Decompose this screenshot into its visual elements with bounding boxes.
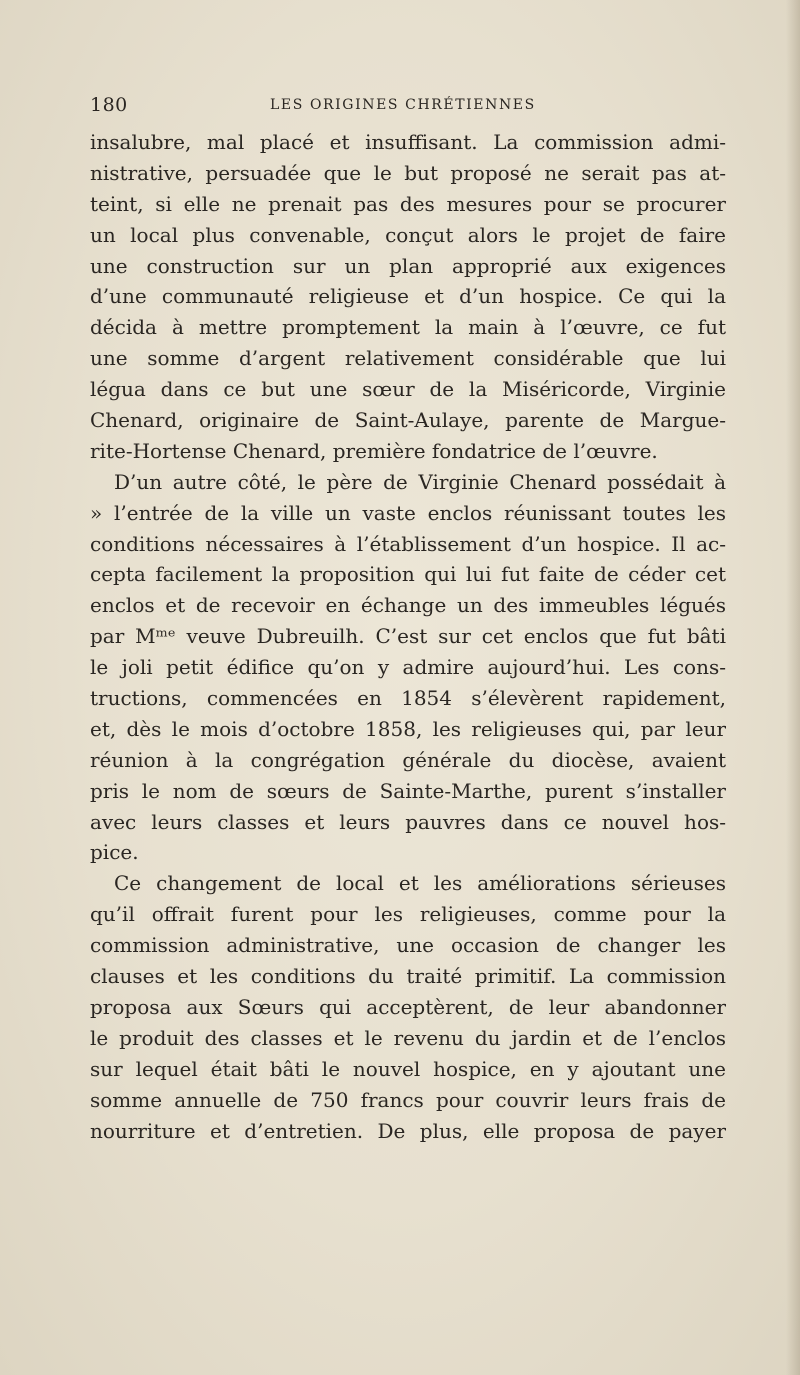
text-line: proposa aux Sœurs qui acceptèrent, de leur abandonner xyxy=(90,994,726,1019)
text-line: une somme d’argent relativement considérable que lui xyxy=(90,346,726,371)
text-line: insalubre, mal placé et insuffisant. La commission admi- xyxy=(90,130,726,154)
text-line: teint, si elle ne prenait pas des mesures pour se procurer xyxy=(90,191,726,216)
text-line: le produit des classes et le revenu du jardin et de l’enclos xyxy=(90,1025,726,1050)
text-line: somme annuelle de 750 francs pour couvrir leurs frais de xyxy=(90,1087,726,1112)
text-line: le joli petit édifice qu’on y admire aujourd’hui. Les cons- xyxy=(90,655,726,680)
text-line: une construction sur un plan approprié aux exigences xyxy=(90,253,726,278)
page-header xyxy=(90,94,726,118)
text-line: légua dans ce but une sœur de la Miséricorde, Virginie xyxy=(90,377,726,402)
text-line: rite-Hortense Chenard, première fondatrice de l’œuvre. xyxy=(90,438,658,463)
body-text xyxy=(90,127,726,1146)
text-line: et, dès le mois d’octobre 1858, les religieuses qui, par leur xyxy=(90,716,726,741)
text-line: commission administrative, une occasion de changer les xyxy=(90,933,726,958)
text-line: conditions nécessaires à l’établissement d’un hospice. Il ac- xyxy=(90,531,726,556)
text-line: D’un autre côté, le père de Virginie Chenard possédait à xyxy=(114,469,726,494)
text-line: d’une communauté religieuse et d’un hospice. Ce qui la xyxy=(90,284,726,309)
page-number: 180 xyxy=(90,94,128,116)
text-line: pice. xyxy=(90,840,139,865)
text-line: avec leurs classes et leurs pauvres dans ce nouvel hos- xyxy=(90,809,726,834)
text-line: pris le nom de sœurs de Sainte-Marthe, purent s’installer xyxy=(90,778,726,803)
text-line: tructions, commencées en 1854 s’élevèrent rapidement, xyxy=(90,686,726,711)
text-line: par Mᵐᵉ veuve Dubreuilh. C’est sur cet enclos que fut bâti xyxy=(90,624,726,649)
text-line: Chenard, originaire de Saint-Aulaye, parente de Margue- xyxy=(90,408,726,433)
text-line: sur lequel était bâti le nouvel hospice, en y ajoutant une xyxy=(90,1056,726,1081)
text-line: nistrative, persuadée que le but proposé ne serait pas at- xyxy=(90,160,726,185)
text-line: cepta facilement la proposition qui lui fut faite de céder cet xyxy=(90,562,726,587)
text-line: clauses et les conditions du traité primitif. La commission xyxy=(90,964,726,989)
running-title: LES ORIGINES CHRÉTIENNES xyxy=(270,97,536,113)
text-line: » l’entrée de la ville un vaste enclos réunissant toutes les xyxy=(90,500,726,525)
text-line: qu’il offrait furent pour les religieuses, comme pour la xyxy=(90,902,726,927)
text-line: un local plus convenable, conçut alors le projet de faire xyxy=(90,222,726,247)
text-line: réunion à la congrégation générale du diocèse, avaient xyxy=(90,747,726,772)
text-line: enclos et de recevoir en échange un des immeubles légués xyxy=(90,593,726,618)
text-line: nourriture et d’entretien. De plus, elle proposa de payer xyxy=(90,1118,726,1143)
text-line: décida à mettre promptement la main à l’œuvre, ce fut xyxy=(90,315,726,340)
page-edge-shadow xyxy=(786,0,800,1375)
text-line: Ce changement de local et les améliorations sérieuses xyxy=(114,871,726,896)
